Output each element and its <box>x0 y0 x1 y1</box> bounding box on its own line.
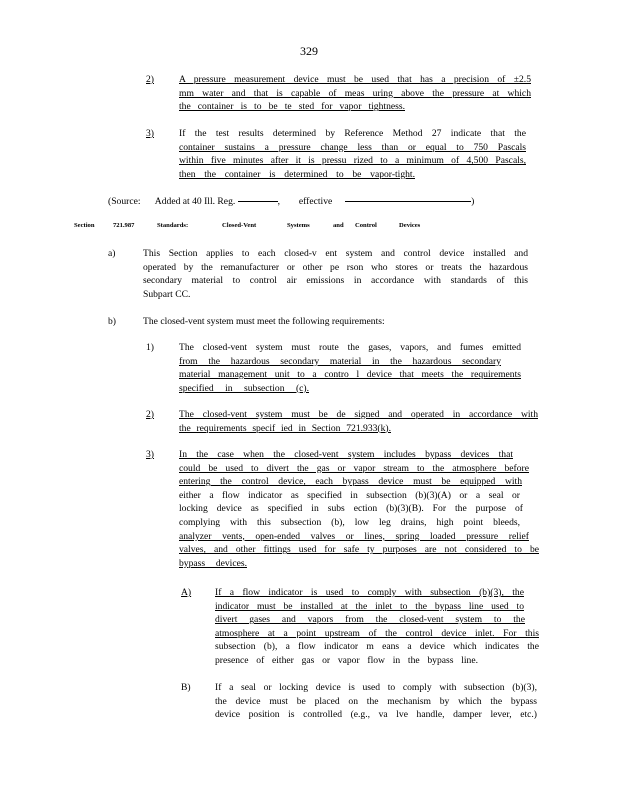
para-b-label: b) <box>108 316 116 327</box>
bB-label: B) <box>181 682 191 693</box>
text-line: mm water and that is capable of meas uring above the pressure at which <box>179 87 531 99</box>
text-line: operated by the remanufacturer or other pe rson who stores or treats the hazardous <box>143 261 528 273</box>
source-note <box>108 195 488 209</box>
source-effective: effective <box>298 196 333 207</box>
text-line: the requirements specif ied in Section 721.933(k). <box>179 422 391 434</box>
para-a-text <box>143 247 528 301</box>
b2-text <box>179 408 538 435</box>
source-prefix: (Source: <box>108 196 141 207</box>
text-line: container sustains a pressure change less than or equal to 750 Pascals <box>179 141 526 153</box>
text-line: analyzer vents, open-ended valves or lines, spring loaded pressure relief <box>179 530 529 542</box>
section-title-word: and <box>333 222 344 229</box>
text-line: entering the control device, each bypass device must be equipped with <box>179 476 522 488</box>
b3-label: 3) <box>146 449 154 460</box>
text-line: If a flow indicator is used to comply with subsection (b)(3), the <box>215 587 524 598</box>
section-title-word: Closed-Vent <box>222 222 257 229</box>
para-b-text: The closed-vent system must meet the following requirements: <box>143 316 385 327</box>
text-line: indicator must be installed at the inlet to the bypass line used to <box>215 600 524 612</box>
text-line: Subpart CC. <box>143 288 191 300</box>
text-line: This Section applies to each closed-v ent system and control device installed and <box>143 248 528 259</box>
text-line: specified in subsection (c). <box>179 382 309 394</box>
b3-text <box>179 448 539 570</box>
effective-date-blank <box>345 201 471 202</box>
text-line: If the test results determined by Reference Method 27 indicate that the <box>179 128 526 139</box>
source-close: ) <box>471 196 475 207</box>
section-title-word: Systems <box>287 222 310 229</box>
page-number: 329 <box>300 44 318 58</box>
bA-text <box>215 586 539 668</box>
para-a-label: a) <box>108 248 116 259</box>
text-line: presence of either gas or vapor flow in the bypass line. <box>215 654 478 666</box>
text-line: subsection (b), a flow indicator m eans a device which indicates the <box>215 641 539 653</box>
item-2-text <box>179 73 531 114</box>
section-title-word: Devices <box>399 222 421 229</box>
text-line: the device must be placed on the mechanism by which the bypass <box>215 695 537 707</box>
text-line: valves, and other fittings used for safe ty purposes are not considered to be <box>179 544 539 556</box>
text-line: A pressure measurement device must be used that has a precision of ±2.5 <box>179 74 531 85</box>
text-line: the container is to be te sted for vapor tightness. <box>179 101 405 113</box>
text-line: In the case when the closed-vent system includes bypass devices that <box>179 449 513 460</box>
b1-label: 1) <box>146 342 154 353</box>
text-line: If a seal or locking device is used to comply with subsection (b)(3), <box>215 682 537 693</box>
bB-text <box>215 681 537 722</box>
text-line: either a flow indicator as specified in subsection (b)(3)(A) or a seal or <box>179 489 520 501</box>
section-label: Section <box>74 222 95 229</box>
text-line: The closed-vent system must be de signed and operated in accordance with <box>179 409 538 420</box>
bA-label: A) <box>181 587 192 598</box>
source-added: Added at 40 Ill. Reg. <box>154 196 236 207</box>
register-blank <box>238 201 278 202</box>
text-line: locking device as specified in subs ection (b)(3)(B). For the purpose of <box>179 503 523 515</box>
text-line: bypass devices. <box>179 557 247 569</box>
item-3-label: 3) <box>146 128 154 139</box>
section-standards: Standards: <box>157 222 189 229</box>
text-line: secondary material to control air emissions in accordance with standards of this <box>143 275 528 287</box>
section-title-word: Control <box>355 222 377 229</box>
text-line: then the container is determined to be vapor-tight. <box>179 168 415 180</box>
source-comma: , <box>277 196 281 207</box>
section-number: 721.987 <box>113 222 135 229</box>
b2-label: 2) <box>146 409 154 420</box>
text-line: material management unit to a contro l device that meets the requirements <box>179 369 521 381</box>
text-line: within five minutes after it is pressu rized to a minimum of 4,500 Pascals, <box>179 155 526 167</box>
item-2-label: 2) <box>146 74 154 85</box>
item-3-text <box>179 127 526 181</box>
text-line: The closed-vent system must route the gases, vapors, and fumes emitted <box>179 342 521 353</box>
b1-text <box>179 341 521 395</box>
text-line: atmosphere at a point upstream of the control device inlet. For this <box>215 627 539 639</box>
text-line: divert gases and vapors from the closed-vent system to the <box>215 614 525 626</box>
text-line: complying with this subsection (b), low leg drains, high point bleeds, <box>179 516 520 528</box>
text-line: could be used to divert the gas or vapor stream to the atmosphere before <box>179 462 529 474</box>
text-line: from the hazardous secondary material in the hazardous secondary <box>179 355 501 367</box>
text-line: device position is controlled (e.g., va lve handle, damper lever, etc.) <box>215 709 537 721</box>
